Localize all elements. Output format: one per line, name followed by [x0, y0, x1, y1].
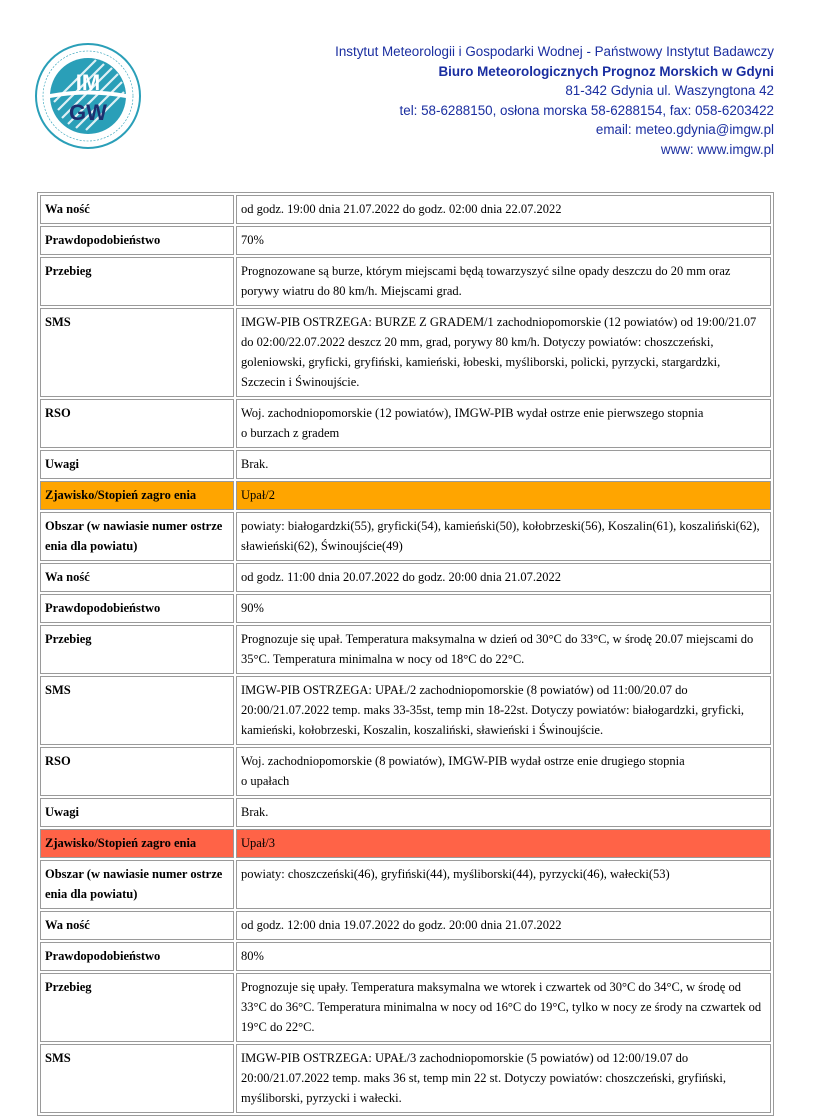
row-label: Prawdopodobieństwo — [40, 942, 234, 971]
row-value: Prognozowane są burze, którym miejscami będą towarzyszyć silne opady deszczu do 20 mm oraz porywy wiatru do 80 km/h. Miejscami grad. — [236, 257, 771, 306]
row-value — [236, 747, 771, 796]
row-value: 90% — [236, 594, 771, 623]
row-label: Wa ność — [40, 195, 234, 224]
row-label: Wa ność — [40, 911, 234, 940]
row-label: Prawdopodobieństwo — [40, 226, 234, 255]
row-label: SMS — [40, 676, 234, 745]
row-label: Uwagi — [40, 450, 234, 479]
table-row — [40, 594, 771, 623]
row-label: Zjawisko/Stopień zagro enia — [40, 829, 234, 858]
table-row — [40, 481, 771, 510]
row-label: Obszar (w nawiasie numer ostrze enia dla powiatu) — [40, 860, 234, 909]
warning-table — [37, 192, 774, 1116]
table-row — [40, 226, 771, 255]
row-label: SMS — [40, 308, 234, 397]
table-row — [40, 257, 771, 306]
row-label: Przebieg — [40, 257, 234, 306]
table-row — [40, 676, 771, 745]
institute-name: Instytut Meteorologii i Gospodarki Wodnej - Państwowy Instytut Badawczy — [335, 44, 774, 59]
row-label: Wa ność — [40, 563, 234, 592]
row-value: IMGW-PIB OSTRZEGA: UPAŁ/3 zachodniopomorskie (5 powiatów) od 12:00/19.07 do 20:00/21.07.2022 temp. maks 36 st, temp min 22 st. Dotyczy powiatów: choszczeński, gryfiński, myśliborski, pyrzycki i wałecki. — [236, 1044, 771, 1113]
table-row — [40, 195, 771, 224]
table-row — [40, 911, 771, 940]
row-label: Uwagi — [40, 798, 234, 827]
row-value: IMGW-PIB OSTRZEGA: UPAŁ/2 zachodniopomorskie (8 powiatów) od 11:00/20.07 do 20:00/21.07.2022 temp. maks 33-35st, temp min 18-22st. Dotyczy powiatów: białogardzki, gryficki, kamieński, kołobrzeski, Koszalin, koszaliński, sławieński i Świnoujście. — [236, 676, 771, 745]
row-value-line: Woj. zachodniopomorskie (12 powiatów), IMGW-PIB wydał ostrze enie pierwszego stopnia — [241, 406, 704, 420]
row-value-line: o upałach — [241, 774, 290, 788]
table-row — [40, 973, 771, 1042]
table-row — [40, 512, 771, 561]
row-value: Brak. — [236, 798, 771, 827]
row-value: Brak. — [236, 450, 771, 479]
row-value: od godz. 11:00 dnia 20.07.2022 do godz. 20:00 dnia 21.07.2022 — [236, 563, 771, 592]
website[interactable]: www: www.imgw.pl — [660, 141, 774, 157]
row-label: Prawdopodobieństwo — [40, 594, 234, 623]
table-row — [40, 625, 771, 674]
row-value: Upał/3 — [236, 829, 771, 858]
row-value: Prognozuje się upały. Temperatura maksymalna we wtorek i czwartek od 30°C do 34°C, w środę od 33°C do 36°C. Temperatura minimalna w nocy od 16°C do 19°C, tylko w nocy ze środy na czwartek od 19°C do 22°C. — [236, 973, 771, 1042]
table-row — [40, 829, 771, 858]
row-value: powiaty: choszczeński(46), gryfiński(44), myśliborski(44), pyrzycki(46), wałecki(53) — [236, 860, 771, 909]
row-value-line: Woj. zachodniopomorskie (8 powiatów), IMGW-PIB wydał ostrze enie drugiego stopnia — [241, 754, 685, 768]
table-row — [40, 563, 771, 592]
institution-header — [335, 42, 774, 160]
email[interactable]: email: meteo.gdynia@imgw.pl — [595, 122, 774, 138]
row-label: RSO — [40, 399, 234, 448]
row-value: od godz. 19:00 dnia 21.07.2022 do godz. 02:00 dnia 22.07.2022 — [236, 195, 771, 224]
table-row — [40, 798, 771, 827]
table-row — [40, 308, 771, 397]
row-label: Zjawisko/Stopień zagro enia — [40, 481, 234, 510]
row-label: Przebieg — [40, 625, 234, 674]
row-value: IMGW-PIB OSTRZEGA: BURZE Z GRADEM/1 zachodniopomorskie (12 powiatów) od 19:00/21.07 do 02:00/22.07.2022 deszcz 20 mm, grad, porywy 80 km/h. Dotyczy powiatów: choszczeński, goleniowski, gryficki, gryfiński, kamieński, łobeski, myśliborski, policki, pyrzycki, stargardzki, Szczecin i Świnoujście. — [236, 308, 771, 397]
row-value: Prognozuje się upał. Temperatura maksymalna w dzień od 30°C do 33°C, w środę 20.07 miejscami do 35°C. Temperatura minimalna w nocy od 18°C do 22°C. — [236, 625, 771, 674]
row-value-line: o burzach z gradem — [241, 426, 340, 440]
row-value: powiaty: białogardzki(55), gryficki(54), kamieński(50), kołobrzeski(56), Koszalin(61), koszaliński(62), sławieński(62), Świnoujście(49) — [236, 512, 771, 561]
row-value: Upał/2 — [236, 481, 771, 510]
table-row — [40, 399, 771, 448]
svg-text:GW: GW — [69, 100, 107, 125]
table-row — [40, 860, 771, 909]
row-label: RSO — [40, 747, 234, 796]
table-row — [40, 450, 771, 479]
row-value — [236, 399, 771, 448]
address: 81-342 Gdynia ul. Waszyngtona 42 — [565, 83, 774, 99]
office-name: Biuro Meteorologicznych Prognoz Morskich w Gdyni — [438, 63, 774, 79]
table-row — [40, 747, 771, 796]
row-value: 80% — [236, 942, 771, 971]
imgw-logo — [34, 42, 142, 150]
row-label: Przebieg — [40, 973, 234, 1042]
row-value: 70% — [236, 226, 771, 255]
svg-text:IM: IM — [75, 70, 101, 95]
table-row — [40, 942, 771, 971]
row-value: od godz. 12:00 dnia 19.07.2022 do godz. 20:00 dnia 21.07.2022 — [236, 911, 771, 940]
phones: tel: 58-6288150, osłona morska 58-6288154, fax: 058-6203422 — [399, 102, 774, 118]
row-label: Obszar (w nawiasie numer ostrze enia dla powiatu) — [40, 512, 234, 561]
table-row — [40, 1044, 771, 1113]
row-label: SMS — [40, 1044, 234, 1113]
